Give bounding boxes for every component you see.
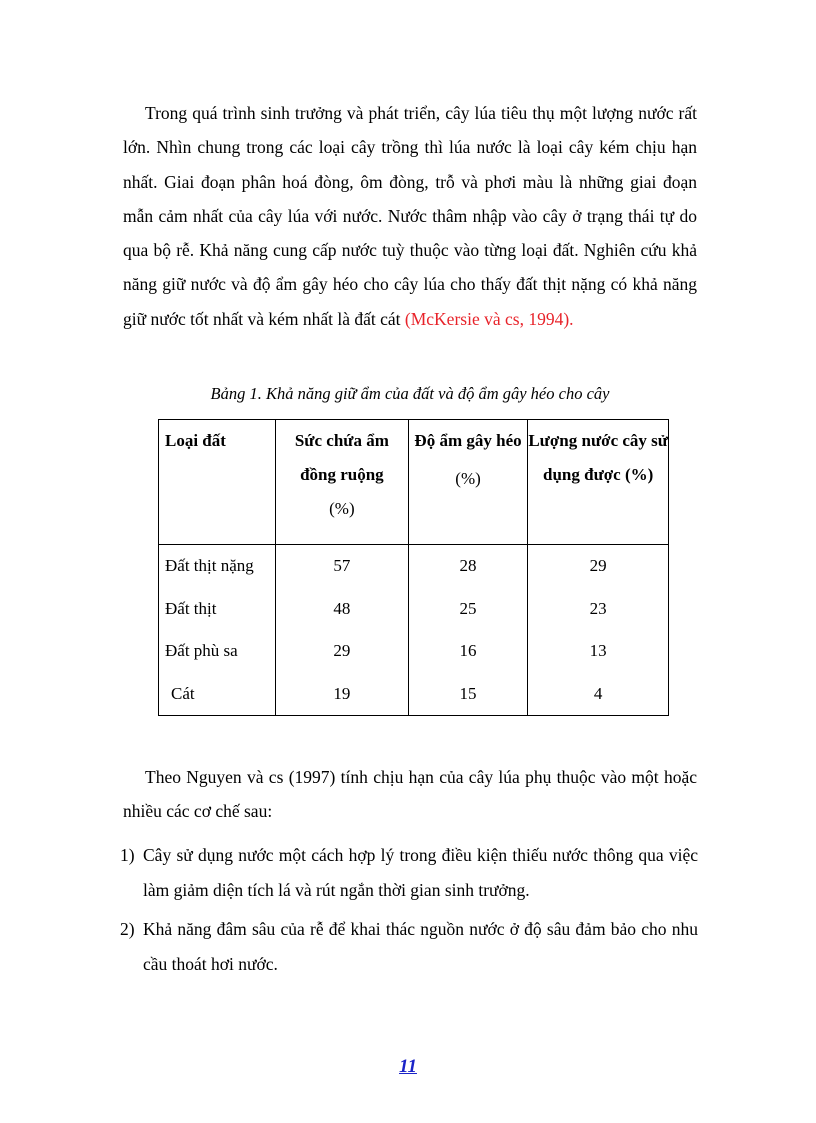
cell-field-capacity: 19 [276,673,409,716]
citation-link: (McKersie và cs, 1994). [404,308,574,329]
cell-wilting-point: 25 [408,588,528,631]
table-header-row [159,420,669,545]
soil-moisture-table [158,419,669,716]
table-caption: Bảng 1. Khả năng giữ ẩm của đất và độ ẩm gây héo cho cây [210,384,610,403]
header-wilting-point-unit: (%) [455,469,481,488]
cell-wilting-point: 28 [408,545,528,588]
table-row [159,630,669,673]
list-item-number: 1) [120,845,135,865]
intro-paragraph-text: Trong quá trình sinh trưởng và phát triển, cây lúa tiêu thụ một lượng nước rất lớn. Nhìn chung trong các loại cây trồng thì lúa nước là loại cây kém chịu hạn nhất. Giai đoạn phân hoá đòng, ôm đòng, trỗ và phơi màu là những giai đoạn mẫn cảm nhất của cây lúa với nước. Nước thâm nhập vào cây ở trạng thái tự do qua bộ rễ. Khả năng cung cấp nước tuỳ thuộc vào từng loại đất. Nghiên cứu khả năng giữ nước và độ ẩm gây héo cho cây lúa cho thấy đất thịt nặng có khả năng giữ nước tốt nhất và kém nhất là đất cát [123,103,697,329]
page-number-link[interactable]: 11 [399,1056,417,1077]
list-item-number: 2) [120,919,135,939]
header-field-capacity: Sức chứa ẩm đồng ruộng (%) [276,420,409,545]
list-item [120,838,698,908]
table-row [159,545,669,588]
list-item-text: Khả năng đâm sâu của rễ để khai thác nguồn nước ở độ sâu đảm bảo cho nhu cầu thoát hơi nước. [143,919,698,974]
list-item-text: Cây sử dụng nước một cách hợp lý trong điều kiện thiếu nước thông qua việc làm giảm diện tích lá và rút ngắn thời gian sinh trưởng. [143,845,698,900]
cell-usable-water: 4 [528,673,669,716]
intro-paragraph [123,96,697,336]
cell-field-capacity: 48 [276,588,409,631]
cell-soil: Đất thịt [159,588,276,631]
cell-field-capacity: 57 [276,545,409,588]
second-paragraph-text: Theo Nguyen và cs (1997) tính chịu hạn của cây lúa phụ thuộc vào một hoặc nhiều các cơ chế sau: [123,767,697,822]
cell-usable-water: 23 [528,588,669,631]
cell-usable-water: 13 [528,630,669,673]
header-wilting-point: Độ ẩm gây héo (%) [408,420,528,545]
table-row [159,588,669,631]
cell-soil: Đất thịt nặng [159,545,276,588]
cell-wilting-point: 16 [408,630,528,673]
header-soil-type: Loại đất [159,420,276,545]
cell-soil: Đất phù sa [159,630,276,673]
second-paragraph [123,760,697,829]
header-usable-water: Lượng nước cây sử dụng được (%) [528,420,669,545]
cell-soil: Cát [159,673,276,716]
list-item [120,912,698,982]
cell-wilting-point: 15 [408,673,528,716]
cell-field-capacity: 29 [276,630,409,673]
header-field-capacity-unit: (%) [329,499,355,518]
table-row [159,673,669,716]
page-number [0,1056,816,1078]
cell-usable-water: 29 [528,545,669,588]
